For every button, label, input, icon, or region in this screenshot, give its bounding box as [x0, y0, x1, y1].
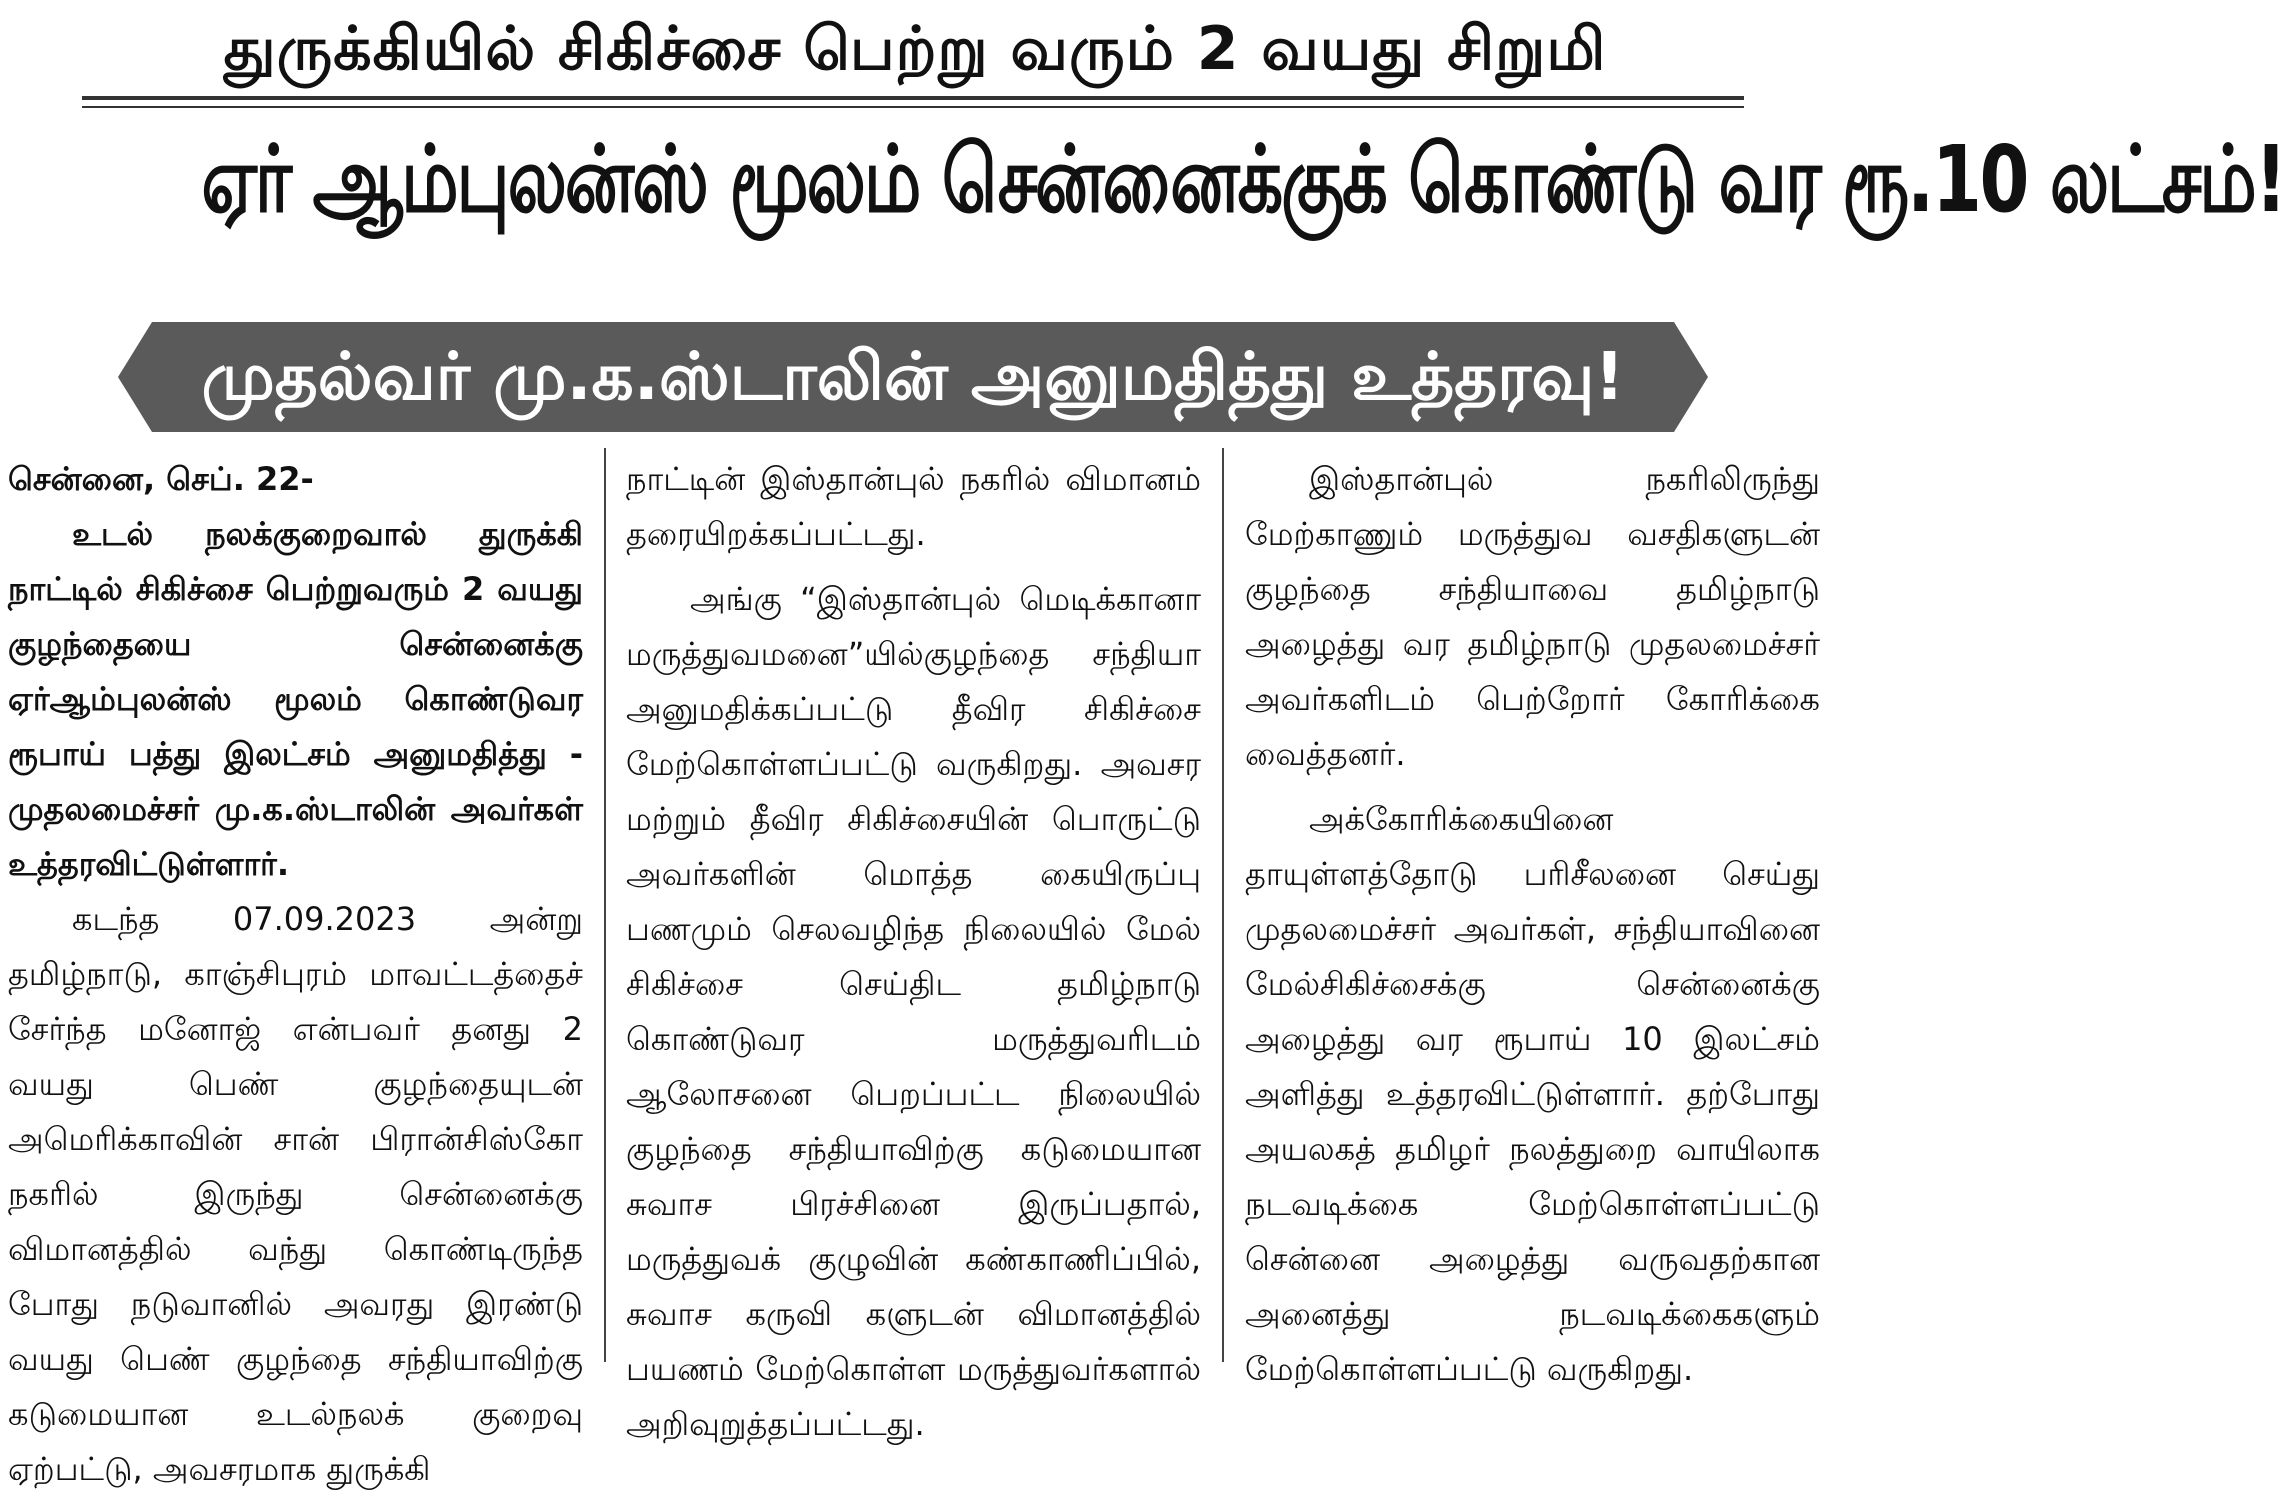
article-column-1 [8, 452, 583, 1497]
body-paragraph: கடந்த 07.09.2023 அன்று தமிழ்நாடு, காஞ்சிபுரம் மாவட்டத்தைச் சேர்ந்த மனோஜ் என்பவர் தனது 2 வயது பெண் குழந்தையுடன் அமெரிக்காவின் சான் பிரான்சிஸ்கோ நகரில் இருந்து சென்னைக்கு விமானத்தில் வந்து கொண்டிருந்த போது நடுவானில் அவரது இரண்டு வயது பெண் குழந்தை சந்தியாவிற்கு கடுமையான உடல்நலக் குறைவு ஏற்பட்டு, அவசரமாக துருக்கி [8, 900, 583, 1488]
kicker-headline: துருக்கியில் சிகிச்சை பெற்று வரும் 2 வயது சிறுமி [223, 14, 1607, 84]
article-column-2 [626, 452, 1201, 1452]
subheadline: முதல்வர் மு.க.ஸ்டாலின் அனுமதித்து உத்தரவு! [201, 338, 1625, 415]
body-paragraph: அக்கோரிக்கையினை தாயுள்ளத்தோடு பரிசீலனை செய்து முதலமைச்சர் அவர்கள், சந்தியாவினை மேல்சிகிச்சைக்கு சென்னைக்கு அழைத்து வர ரூபாய் 10 இலட்சம் அளித்து உத்தரவிட்டுள்ளார். தற்போது அயலகத் தமிழர் நலத்துறை வாயிலாக நடவடிக்கை மேற்கொள்ளப்பட்டு சென்னை அழைத்து வருவதற்கான அனைத்து நடவடிக்கைகளும் மேற்கொள்ளப்பட்டு வருகிறது. [1245, 800, 1820, 1388]
top-rule [82, 96, 1744, 100]
main-headline: ஏர் ஆம்புலன்ஸ் மூலம் சென்னைக்குக் கொண்டு வர ரூ.10 லட்சம்! [201, 126, 2285, 233]
column-divider [1222, 448, 1224, 1362]
top-rule-thin [82, 106, 1744, 108]
article-column-3 [1245, 452, 1820, 1397]
body-paragraph: அங்கு “இஸ்தான்புல் மெடிக்கானா மருத்துவமனை”யில்குழந்தை சந்தியா அனுமதிக்கப்பட்டு தீவிர சிகிச்சை மேற்கொள்ளப்பட்டு வருகிறது. அவசர மற்றும் தீவிர சிகிச்சையின் பொருட்டு அவர்களின் மொத்த கையிருப்பு பணமும் செலவழிந்த நிலையில் மேல் சிகிச்சை செய்திட தமிழ்நாடு கொண்டுவர மருத்துவரிடம் ஆலோசனை பெறப்பட்ட நிலையில் குழந்தை சந்தியாவிற்கு கடுமையான சுவாச பிரச்சினை இருப்பதால், மருத்துவக் குழுவின் கண்காணிப்பில், சுவாச கருவி களுடன் விமானத்தில் பயணம் மேற்கொள்ள மருத்துவர்களால் அறிவுறுத்தப்பட்டது. [626, 580, 1201, 1443]
dateline: சென்னை, செப். 22- [8, 460, 314, 498]
column-divider [604, 448, 606, 1362]
body-paragraph: இஸ்தான்புல் நகரிலிருந்து மேற்காணும் மருத்துவ வசதிகளுடன் குழந்தை சந்தியாவை தமிழ்நாடு அழைத்து வர தமிழ்நாடு முதலமைச்சர் அவர்களிடம் பெற்றோர் கோரிக்கை வைத்தனர். [1245, 460, 1820, 773]
body-paragraph-continued: நாட்டின் இஸ்தான்புல் நகரில் விமானம் தரையிறக்கப்பட்டது. [626, 460, 1201, 553]
subheadline-band [118, 322, 1708, 432]
lead-paragraph: உடல் நலக்குறைவால் துருக்கி நாட்டில் சிகிச்சை பெற்றுவரும் 2 வயது குழந்தையை சென்னைக்கு ஏர்ஆம்புலன்ஸ் மூலம் கொண்டுவர ரூபாய் பத்து இலட்சம் அனுமதித்து - முதலமைச்சர் மு.க.ஸ்டாலின் அவர்கள் உத்தரவிட்டுள்ளார். [8, 515, 583, 883]
